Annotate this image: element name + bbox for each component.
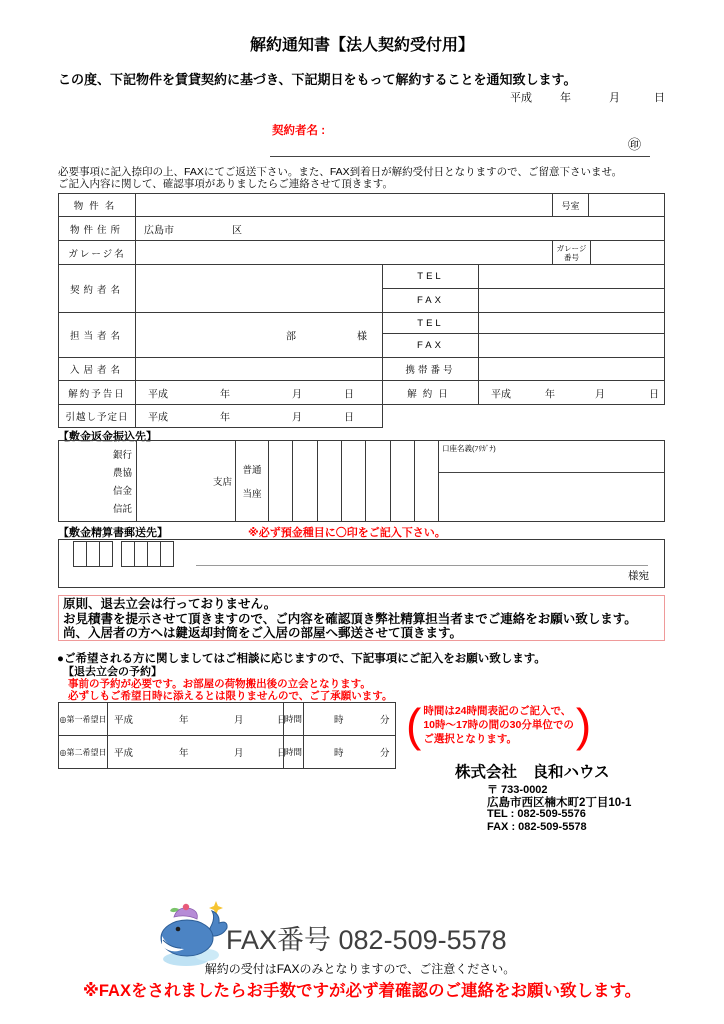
year-label: 年 <box>179 748 189 759</box>
move-out-date-label: 引越し予定日 <box>58 404 136 428</box>
account-holder-divider <box>439 472 664 473</box>
property-address-label: 物件住所 <box>58 216 136 241</box>
month-label: 月 <box>234 748 244 759</box>
bank-type-labels <box>58 440 137 522</box>
month-label: 月 <box>292 412 302 424</box>
company-fax: FAX : 082-509-5578 <box>487 821 587 833</box>
addressee-suffix-label: 様宛 <box>628 570 649 582</box>
reservation-warning-1: 事前の予約が必要です。お部屋の荷物搬出後の立会となります。 <box>68 678 371 690</box>
contractor-fax-field <box>478 288 665 313</box>
bank-type-bank: 銀行 <box>112 450 132 461</box>
deposit-type-red-note: ※必ず預金種目に〇印をご記入下さい。 <box>248 527 446 539</box>
account-type-toza: 当座 <box>242 489 262 500</box>
bank-type-shinkin: 信金 <box>112 486 132 497</box>
account-digit-cell <box>365 440 391 522</box>
contractor-fax-label: FAX <box>382 288 479 313</box>
account-digit-cell <box>414 440 439 522</box>
room-number-label: 号室 <box>552 193 589 217</box>
left-paren: ( <box>406 699 422 751</box>
header-month-label: 月 <box>609 92 620 104</box>
first-choice-date-field <box>107 702 287 736</box>
honorific-label: 様 <box>357 331 367 343</box>
time-note-line-3: ご選択となります。 <box>423 733 517 745</box>
postal-code-cell <box>121 541 135 567</box>
right-paren: ) <box>575 699 592 751</box>
postal-code-cell <box>86 541 100 567</box>
day-label: 日 <box>649 389 659 400</box>
contractor-signature-line <box>270 156 650 157</box>
first-choice-time-field <box>303 702 396 736</box>
header-day-label: 日 <box>654 92 665 104</box>
mobile-field <box>478 357 665 381</box>
resident-field <box>135 357 383 381</box>
account-digit-cell <box>317 440 342 522</box>
account-digit-cell <box>268 440 293 522</box>
fax-return-note: 必要事項に記入捺印の上、FAXにてご返送下さい。また、FAX到着日が解約受付日となりますので、ご留意下さいませ。 <box>58 166 623 178</box>
hour-label: 時 <box>334 715 344 726</box>
era-label: 平成 <box>114 715 134 726</box>
year-label: 年 <box>220 412 230 424</box>
city-prefix: 広島市 <box>144 225 174 236</box>
postal-code-cell <box>73 541 87 567</box>
garage-number-field <box>590 240 665 265</box>
notice-line-2: お見積書を提示させて頂きますので、ご内容を確認頂き弊社精算担当者までご連絡をお願い致します。 <box>63 611 637 626</box>
minute-label: 分 <box>380 748 390 759</box>
era-label: 平成 <box>148 389 168 400</box>
time-column-label: 時間 <box>283 702 304 736</box>
account-type-futsu: 普通 <box>242 465 262 476</box>
property-name-field <box>135 193 553 217</box>
era-label: 平成 <box>114 748 134 759</box>
account-holder-label: 口座名義(ﾌﾘｶﾞﾅ) <box>442 444 496 453</box>
cancel-notice-date-label: 解約予告日 <box>58 380 136 405</box>
postal-code-cell <box>134 541 148 567</box>
month-label: 月 <box>234 715 244 726</box>
fax-confirmation-warning: ※FAXをされましたらお手数ですが必ず着確認のご連絡をお願い致します。 <box>82 982 642 1000</box>
manager-field <box>135 312 383 358</box>
manager-label: 担当者名 <box>58 312 136 358</box>
contractor-tel-field <box>478 264 665 289</box>
cancel-date-field <box>478 380 665 405</box>
ward-suffix: 区 <box>232 225 242 236</box>
company-address: 広島市西区楠木町2丁目10-1 <box>487 797 632 809</box>
move-out-date-field <box>135 404 383 428</box>
company-postal-code: 〒 733-0002 <box>487 784 548 796</box>
year-label: 年 <box>179 715 189 726</box>
year-label: 年 <box>220 389 230 400</box>
bank-section-heading: 【敷金返金振込先】 <box>58 431 157 443</box>
company-name: 株式会社 良和ハウス <box>455 764 610 781</box>
postal-code-cell <box>147 541 161 567</box>
contractor-tel-label: TEL <box>382 264 479 289</box>
garage-name-label: ガレージ名 <box>58 240 136 265</box>
year-label: 年 <box>545 389 555 400</box>
month-label: 月 <box>595 389 605 400</box>
cancel-date-label: 解約日 <box>382 380 479 405</box>
mailing-section-heading: 【敷金精算書郵送先】 <box>58 527 168 539</box>
cancel-notice-date-field <box>135 380 383 405</box>
page-title: 解約通知書【法人契約受付用】 <box>249 37 474 54</box>
branch-label: 支店 <box>212 477 232 488</box>
header-era-label: 平成 <box>510 92 532 104</box>
dept-suffix-label: 部 <box>286 331 296 343</box>
second-choice-time-field <box>303 735 396 769</box>
time-note-line-1: 時間は24時間表記のご記入で、 <box>423 705 572 717</box>
manager-tel-field <box>478 312 665 334</box>
account-digit-cell <box>390 440 415 522</box>
confirmation-note: ご記入内容に関して、確認事項がありましたらご連絡させて頂きます。 <box>58 178 393 190</box>
account-digit-cell <box>341 440 366 522</box>
branch-name-field <box>136 440 236 522</box>
contractor-label: 契約者名 <box>58 264 136 313</box>
no-witness-notice-box <box>58 595 665 641</box>
seal-mark-icon: ㊞ <box>628 137 642 152</box>
time-format-note <box>406 699 664 751</box>
property-name-label: 物件名 <box>58 193 136 217</box>
second-choice-date-field <box>107 735 287 769</box>
time-column-label: 時間 <box>283 735 304 769</box>
intro-text: この度、下記物件を賃貸契約に基づき、下記期日をもって解約することを通知致します。 <box>58 72 577 87</box>
minute-label: 分 <box>380 715 390 726</box>
bank-type-nokyo: 農協 <box>112 468 132 479</box>
time-note-line-2: 10時～17時の間の30分単位での <box>423 719 574 731</box>
manager-fax-field <box>478 333 665 358</box>
manager-fax-label: FAX <box>382 333 479 358</box>
property-address-field <box>135 216 665 241</box>
fax-only-note: 解約の受付はFAXのみとなりますので、ご注意ください。 <box>204 962 516 976</box>
month-label: 月 <box>292 389 302 400</box>
day-label: 日 <box>277 748 287 759</box>
bank-type-shintaku: 信託 <box>112 504 132 515</box>
fax-number-big: FAX番号 082-509-5578 <box>226 925 507 955</box>
account-digit-cell <box>292 440 318 522</box>
postal-code-cell <box>99 541 113 567</box>
first-choice-label: ◎第一希望日 <box>58 702 108 736</box>
account-type-labels <box>235 440 269 522</box>
reservation-intro: ●ご希望される方に関しましてはご相談に応じますので、下記事項にご記入をお願い致します。 <box>57 653 546 665</box>
mobile-label: 携帯番号 <box>382 357 479 381</box>
era-label: 平成 <box>148 412 168 424</box>
day-label: 日 <box>277 715 287 726</box>
day-label: 日 <box>344 412 354 424</box>
addressee-write-line <box>196 565 648 566</box>
era-label: 平成 <box>491 389 511 400</box>
garage-number-label: ガレージ 番号 <box>552 240 591 265</box>
resident-label: 入居者名 <box>58 357 136 381</box>
manager-tel-label: TEL <box>382 312 479 334</box>
account-holder-field <box>438 440 665 522</box>
header-year-label: 年 <box>560 92 571 104</box>
notice-line-1: 原則、退去立会は行っておりません。 <box>63 597 277 611</box>
garage-name-field <box>135 240 553 265</box>
postal-code-cell <box>160 541 174 567</box>
second-choice-label: ◎第二希望日 <box>58 735 108 769</box>
reservation-heading: 【退去立会の予約】 <box>63 666 162 678</box>
contractor-field <box>135 264 383 313</box>
notice-line-3: 尚、入居者の方へは鍵返却封筒をご入居の部屋へ郵送させて頂きます。 <box>63 626 463 640</box>
reservation-warning-2: 必ずしもご希望日時に添えるとは限りませんので、ご了承願います。 <box>68 690 393 702</box>
hour-label: 時 <box>334 748 344 759</box>
contractor-name-label: 契約者名 : <box>272 125 326 137</box>
company-tel: TEL : 082-509-5576 <box>487 808 586 820</box>
room-number-field <box>588 193 665 217</box>
day-label: 日 <box>344 389 354 400</box>
